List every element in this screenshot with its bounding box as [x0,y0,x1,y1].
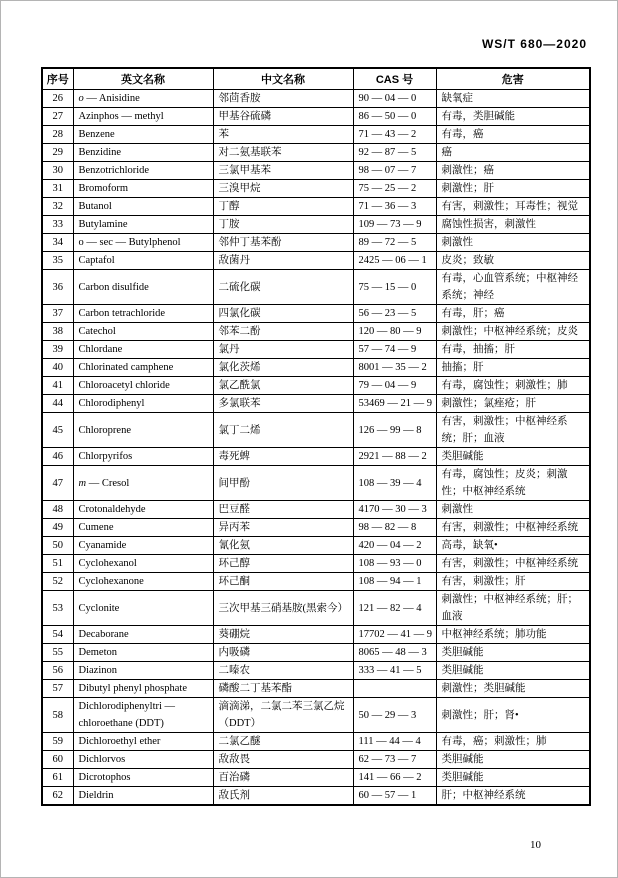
row-index: 34 [42,234,73,252]
chinese-name-cell: 环己醇 [213,555,353,573]
hazard-cell: 刺激性；癌 [436,162,590,180]
cas-number-cell: 98 — 07 — 7 [353,162,436,180]
table-row [42,252,590,270]
hazard-cell: 有毒，腐蚀性；皮炎；刺激性；中枢神经系统 [436,466,590,501]
chinese-name-cell: 二氯乙醚 [213,733,353,751]
table-row [42,519,590,537]
chinese-name-cell: 三次甲基三硝基胺(黑索今） [213,591,353,626]
row-index: 39 [42,341,73,359]
english-name-cell: Cyclohexanol [73,555,213,573]
cas-number-cell: 90 — 04 — 0 [353,90,436,108]
chinese-name-cell: 苯 [213,126,353,144]
row-index: 40 [42,359,73,377]
english-name-cell: Cyclohexanone [73,573,213,591]
cas-number-cell [353,680,436,698]
chinese-name-cell: 葵硼烷 [213,626,353,644]
chinese-name-cell: 氯丹 [213,341,353,359]
hazard-cell: 癌 [436,144,590,162]
hazard-cell: 有毒，抽搐；肝 [436,341,590,359]
row-index: 30 [42,162,73,180]
chinese-name-cell: 间甲酚 [213,466,353,501]
hazard-cell: 刺激性；中枢神经系统；皮炎 [436,323,590,341]
hazard-cell: 腐蚀性损害，刺激性 [436,216,590,234]
chinese-name-cell: 邻仲丁基苯酚 [213,234,353,252]
row-index: 49 [42,519,73,537]
chinese-name-cell: 三氯甲基苯 [213,162,353,180]
hazard-cell: 缺氧症 [436,90,590,108]
hazard-cell: 刺激性；氯痤疮；肝 [436,395,590,413]
cas-number-cell: 50 — 29 — 3 [353,698,436,733]
cas-number-cell: 60 — 57 — 1 [353,787,436,806]
hazard-cell: 类胆碱能 [436,751,590,769]
chinese-name-cell: 巴豆醛 [213,501,353,519]
cas-number-cell: 4170 — 30 — 3 [353,501,436,519]
hazard-cell: 刺激性 [436,501,590,519]
hazard-cell: 中枢神经系统；肺功能 [436,626,590,644]
english-name-cell: Chlordane [73,341,213,359]
row-index: 37 [42,305,73,323]
row-index: 32 [42,198,73,216]
cas-number-cell: 109 — 73 — 9 [353,216,436,234]
row-index: 62 [42,787,73,806]
english-name-cell: Chlorodiphenyl [73,395,213,413]
english-name-cell: Diazinon [73,662,213,680]
hazard-cell: 肝；中枢神经系统 [436,787,590,806]
hazard-cell: 类胆碱能 [436,662,590,680]
english-name-cell: Butanol [73,198,213,216]
table-row [42,644,590,662]
english-name-cell: o — Anisidine [73,90,213,108]
chinese-name-cell: 敌菌丹 [213,252,353,270]
english-name-cell: Carbon disulfide [73,270,213,305]
table-row [42,377,590,395]
english-name-cell: Decaborane [73,626,213,644]
row-index: 56 [42,662,73,680]
chinese-name-cell: 氯乙酰氯 [213,377,353,395]
row-index: 55 [42,644,73,662]
cas-number-cell: 2921 — 88 — 2 [353,448,436,466]
cas-number-cell: 108 — 93 — 0 [353,555,436,573]
row-index: 36 [42,270,73,305]
cas-number-cell: 71 — 36 — 3 [353,198,436,216]
english-name-cell: Carbon tetrachloride [73,305,213,323]
cas-number-cell: 120 — 80 — 9 [353,323,436,341]
cas-number-cell: 79 — 04 — 9 [353,377,436,395]
chinese-name-cell: 三溴甲烷 [213,180,353,198]
chinese-name-cell: 毒死蜱 [213,448,353,466]
table-row [42,90,590,108]
cas-number-cell: 141 — 66 — 2 [353,769,436,787]
cas-number-cell: 71 — 43 — 2 [353,126,436,144]
column-header-hazard: 危害 [436,68,590,90]
cas-number-cell: 108 — 94 — 1 [353,573,436,591]
chinese-name-cell: 对二氨基联苯 [213,144,353,162]
table-row [42,555,590,573]
table-row [42,733,590,751]
table-row [42,501,590,519]
cas-number-cell: 98 — 82 — 8 [353,519,436,537]
hazard-cell: 有毒，肝；癌 [436,305,590,323]
cas-number-cell: 89 — 72 — 5 [353,234,436,252]
hazard-cell: 刺激性 [436,234,590,252]
row-index: 27 [42,108,73,126]
english-name-cell: Dieldrin [73,787,213,806]
table-row [42,626,590,644]
hazard-table [41,67,591,806]
hazard-cell: 皮炎；致敏 [436,252,590,270]
hazard-cell: 有毒，心血管系统；中枢神经系统；神经 [436,270,590,305]
column-header-english-name: 英文名称 [73,68,213,90]
chinese-name-cell: 多氯联苯 [213,395,353,413]
hazard-cell: 类胆碱能 [436,769,590,787]
row-index: 28 [42,126,73,144]
cas-number-cell: 57 — 74 — 9 [353,341,436,359]
chinese-name-cell: 氰化氨 [213,537,353,555]
chinese-name-cell: 百治磷 [213,769,353,787]
row-index: 48 [42,501,73,519]
doc-code: WS/T 680—2020 [481,37,587,51]
cas-number-cell: 2425 — 06 — 1 [353,252,436,270]
hazard-cell: 有毒，类胆碱能 [436,108,590,126]
table-row [42,198,590,216]
table-row [42,591,590,626]
english-name-cell: Chlorinated camphene [73,359,213,377]
row-index: 38 [42,323,73,341]
table-row [42,162,590,180]
row-index: 59 [42,733,73,751]
chinese-name-cell: 四氯化碳 [213,305,353,323]
hazard-cell: 抽搐；肝 [436,359,590,377]
row-index: 61 [42,769,73,787]
chinese-name-cell: 丁醇 [213,198,353,216]
cas-number-cell: 86 — 50 — 0 [353,108,436,126]
chinese-name-cell: 滴滴涕，二氯二苯三氯乙烷（DDT） [213,698,353,733]
hazard-cell: 有害，刺激性；肝 [436,573,590,591]
english-name-cell: Dichlorodiphenyltri — chloroethane (DDT) [73,698,213,733]
hazard-cell: 高毒，缺氧• [436,537,590,555]
english-name-cell: Benzotrichloride [73,162,213,180]
hazard-cell: 有毒，癌 [436,126,590,144]
chinese-name-cell: 氯丁二烯 [213,413,353,448]
english-name-cell: Cumene [73,519,213,537]
cas-number-cell: 92 — 87 — 5 [353,144,436,162]
english-name-cell: Chlorpyrifos [73,448,213,466]
chinese-name-cell: 丁胺 [213,216,353,234]
row-index: 50 [42,537,73,555]
table-row [42,395,590,413]
cas-number-cell: 420 — 04 — 2 [353,537,436,555]
hazard-cell: 有害，刺激性；中枢神经系统 [436,555,590,573]
english-name-cell: Demeton [73,644,213,662]
cas-number-cell: 53469 — 21 — 9 [353,395,436,413]
cas-number-cell: 111 — 44 — 4 [353,733,436,751]
hazard-cell: 刺激性；中枢神经系统；肝；血液 [436,591,590,626]
chinese-name-cell: 内吸磷 [213,644,353,662]
row-index: 31 [42,180,73,198]
column-header-chinese-name: 中文名称 [213,68,353,90]
row-index: 51 [42,555,73,573]
english-name-cell: m — Cresol [73,466,213,501]
hazard-cell: 刺激性；类胆碱能 [436,680,590,698]
table-row [42,751,590,769]
cas-number-cell: 333 — 41 — 5 [353,662,436,680]
table-row [42,180,590,198]
table-body [42,90,590,806]
cas-number-cell: 8065 — 48 — 3 [353,644,436,662]
chinese-name-cell: 二硫化碳 [213,270,353,305]
hazard-cell: 刺激性；肝 [436,180,590,198]
hazard-cell: 类胆碱能 [436,644,590,662]
cas-number-cell: 121 — 82 — 4 [353,591,436,626]
table-row [42,305,590,323]
cas-number-cell: 62 — 73 — 7 [353,751,436,769]
english-name-cell: Captafol [73,252,213,270]
english-name-cell: Dichlorvos [73,751,213,769]
table-row [42,537,590,555]
english-name-cell: Benzene [73,126,213,144]
cas-number-cell: 56 — 23 — 5 [353,305,436,323]
english-name-cell: Chloroacetyl chloride [73,377,213,395]
row-index: 45 [42,413,73,448]
table-row [42,466,590,501]
table-row [42,769,590,787]
table-row [42,698,590,733]
english-name-cell: Dibutyl phenyl phosphate [73,680,213,698]
hazard-cell: 有害，刺激性；耳毒性；视觉 [436,198,590,216]
row-index: 33 [42,216,73,234]
chinese-name-cell: 邻苯二酚 [213,323,353,341]
table-row [42,787,590,806]
table-header-row [42,68,590,90]
chinese-name-cell: 邻茴香胺 [213,90,353,108]
table-row [42,216,590,234]
english-name-cell: Dichloroethyl ether [73,733,213,751]
row-index: 26 [42,90,73,108]
hazard-cell: 有毒，腐蚀性；刺激性；肺 [436,377,590,395]
row-index: 57 [42,680,73,698]
cas-number-cell: 126 — 99 — 8 [353,413,436,448]
row-index: 60 [42,751,73,769]
english-name-cell: Azinphos — methyl [73,108,213,126]
row-index: 41 [42,377,73,395]
chinese-name-cell: 敌敌畏 [213,751,353,769]
row-index: 53 [42,591,73,626]
english-name-cell: Benzidine [73,144,213,162]
row-index: 29 [42,144,73,162]
table-row [42,359,590,377]
english-name-cell: Cyanamide [73,537,213,555]
row-index: 35 [42,252,73,270]
table-row [42,270,590,305]
english-name-cell: Bromoform [73,180,213,198]
hazard-cell: 有毒，癌；刺激性；肺 [436,733,590,751]
page-number: 10 [530,839,541,851]
english-name-cell: Butylamine [73,216,213,234]
cas-number-cell: 108 — 39 — 4 [353,466,436,501]
table-row [42,413,590,448]
chinese-name-cell: 氯化茨烯 [213,359,353,377]
table-row [42,341,590,359]
table-row [42,573,590,591]
hazard-cell: 有害，刺激性；中枢神经系统；肝；血液 [436,413,590,448]
row-index: 52 [42,573,73,591]
hazard-cell: 类胆碱能 [436,448,590,466]
chinese-name-cell: 磷酸二丁基苯酯 [213,680,353,698]
cas-number-cell: 75 — 15 — 0 [353,270,436,305]
english-name-cell: Chloroprene [73,413,213,448]
row-index: 46 [42,448,73,466]
cas-number-cell: 75 — 25 — 2 [353,180,436,198]
english-name-cell: Catechol [73,323,213,341]
english-name-cell: Crotonaldehyde [73,501,213,519]
table-row [42,126,590,144]
chinese-name-cell: 敌氏剂 [213,787,353,806]
row-index: 54 [42,626,73,644]
table-row [42,108,590,126]
table-row [42,680,590,698]
english-name-cell: o — sec — Butylphenol [73,234,213,252]
table-row [42,448,590,466]
cas-number-cell: 8001 — 35 — 2 [353,359,436,377]
row-index: 58 [42,698,73,733]
hazard-cell: 刺激性；肝；肾• [436,698,590,733]
row-index: 47 [42,466,73,501]
table-row [42,144,590,162]
chinese-name-cell: 环己酮 [213,573,353,591]
column-header-cas-number: CAS 号 [353,68,436,90]
english-name-cell: Dicrotophos [73,769,213,787]
chinese-name-cell: 二嗪农 [213,662,353,680]
table-row [42,662,590,680]
row-index: 44 [42,395,73,413]
english-name-cell: Cyclonite [73,591,213,626]
table-row [42,234,590,252]
column-header-index: 序号 [42,68,73,90]
cas-number-cell: 17702 — 41 — 9 [353,626,436,644]
chinese-name-cell: 异丙苯 [213,519,353,537]
hazard-cell: 有害，刺激性；中枢神经系统 [436,519,590,537]
chinese-name-cell: 甲基谷硫磷 [213,108,353,126]
table-row [42,323,590,341]
